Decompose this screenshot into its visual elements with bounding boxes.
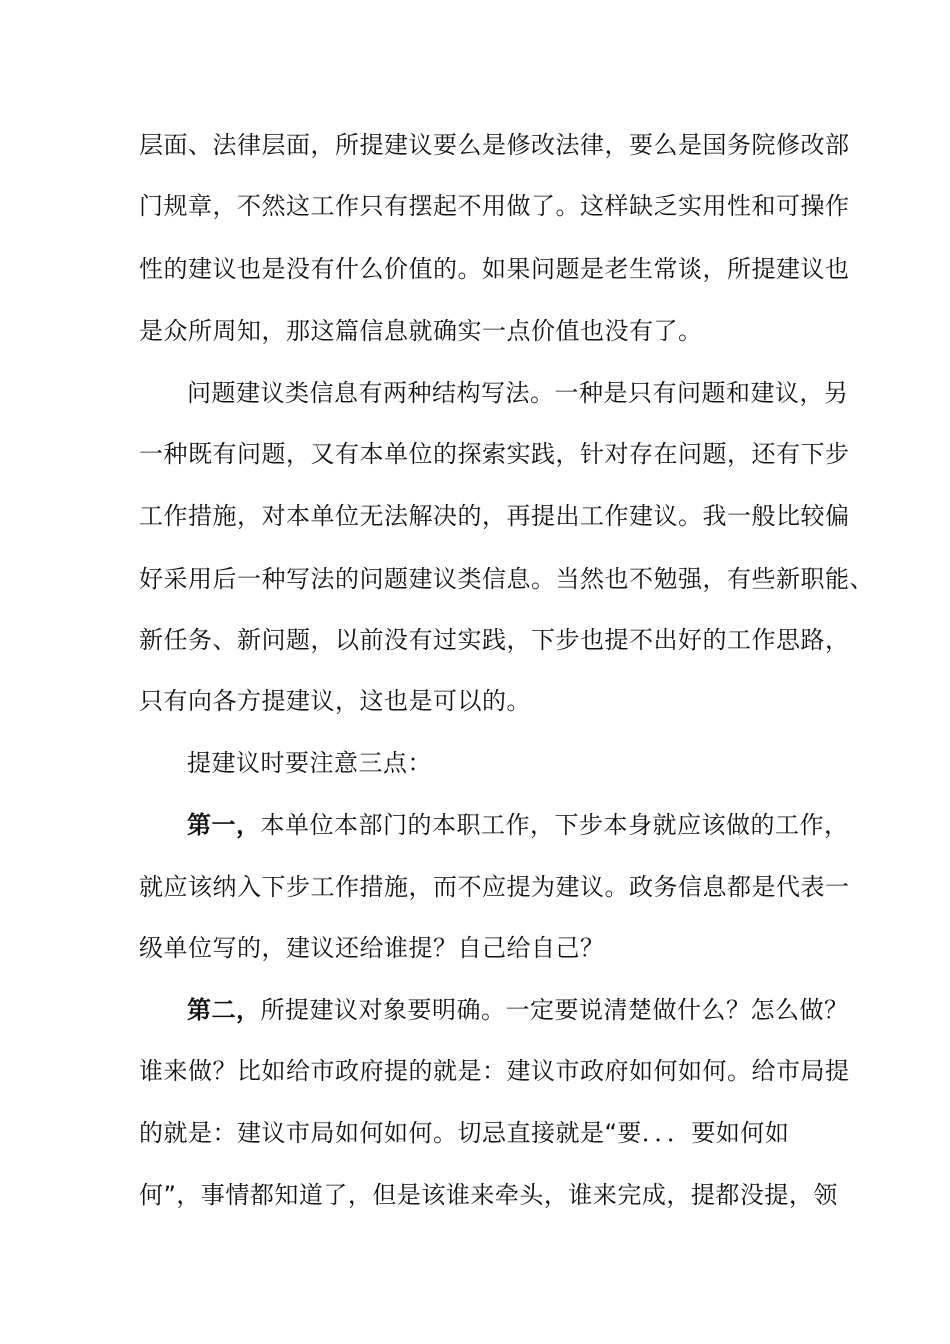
paragraph-2-line-5: 新任务、新问题，以前没有过实践，下步也提不出好的工作思路， (139, 626, 850, 654)
paragraph-1-line-3: 性的建议也是没有什么价值的。如果问题是老生常谈，所提建议也 (139, 255, 850, 283)
paragraph-1-line-1: 层面、法律层面，所提建议要么是修改法律，要么是国务院修改部 (139, 131, 850, 159)
paragraph-5-line-3: 的就是：建议市局如何如何。切忌直接就是“要．．．要如何如 (139, 1119, 790, 1147)
paragraph-5-line-2: 谁来做？比如给市政府提的就是：建议市政府如何如何。给市局提 (139, 1057, 850, 1085)
paragraph-5-line-4: 何”，事情都知道了，但是该谁来牵头，谁来完成，提都没提，领 (139, 1181, 838, 1209)
paragraph-4-line-1-text: 本单位本部门的本职工作，下步本身就应该做的工作， (260, 811, 849, 839)
paragraph-2-line-1: 问题建议类信息有两种结构写法。一种是只有问题和建议，另 (187, 379, 849, 407)
paragraph-2-line-6: 只有向各方提建议，这也是可以的。 (139, 687, 531, 715)
paragraph-2-line-3: 工作措施，对本单位无法解决的，再提出工作建议。我一般比较偏 (139, 502, 850, 530)
paragraph-1-line-4: 是众所周知，那这篇信息就确实一点价值也没有了。 (139, 317, 703, 345)
paragraph-2-line-2: 一种既有问题，又有本单位的探索实践，针对存在问题，还有下步 (139, 440, 850, 468)
paragraph-5-lead: 第二， (187, 996, 261, 1024)
paragraph-4-line-1 (187, 810, 849, 840)
paragraph-3-line-1: 提建议时要注意三点： (187, 749, 432, 777)
paragraph-1-line-2: 门规章，不然这工作只有摆起不用做了。这样缺乏实用性和可操作 (139, 192, 850, 220)
paragraph-5-line-1-text: 所提建议对象要明确。一定要说清楚做什么？怎么做？ (260, 996, 849, 1024)
paragraph-2-line-4: 好采用后一种写法的问题建议类信息。当然也不勉强，有些新职能、 (139, 565, 874, 593)
paragraph-4-lead: 第一， (187, 811, 261, 839)
paragraph-4-line-2: 就应该纳入下步工作措施，而不应提为建议。政务信息都是代表一 (139, 873, 850, 901)
paragraph-4-line-3: 级单位写的，建议还给谁提？自己给自己？ (139, 934, 605, 962)
paragraph-5-line-1 (187, 995, 849, 1025)
